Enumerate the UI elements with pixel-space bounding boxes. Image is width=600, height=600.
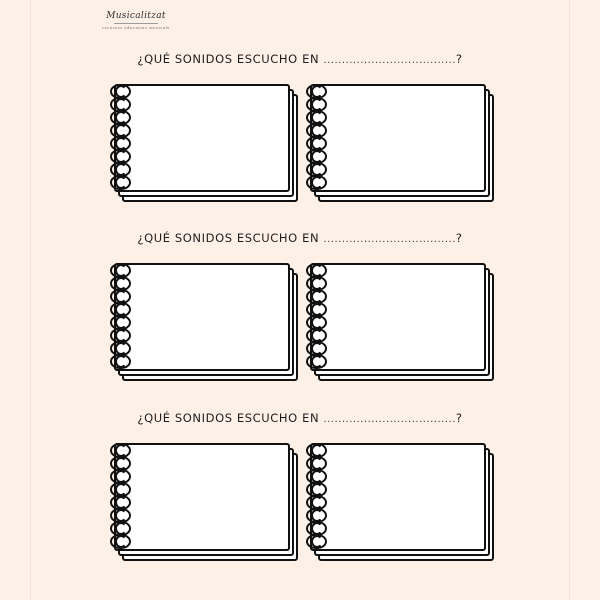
prompt-3-qmark: ? [455,411,463,425]
prompt-1-qmark: ? [455,52,463,66]
notepad-1-left [114,84,298,202]
spiral-binding-icon [110,441,144,557]
brand-logo [96,12,176,46]
prompt-2 [0,231,600,245]
prompt-2-question: ¿QUÉ SONIDOS ESCUCHO EN [137,231,320,245]
spiral-binding-icon [306,261,340,377]
spiral-binding-icon [110,82,144,198]
notepad-3-right [310,443,494,561]
prompt-3-dots: .................................... [323,414,456,425]
prompt-3 [0,411,600,425]
brand-divider [114,23,158,24]
notepad-1-right [310,84,494,202]
prompt-2-dots: .................................... [323,234,456,245]
notepad-2-right [310,263,494,381]
spiral-binding-icon [306,441,340,557]
prompt-1 [0,52,600,66]
prompt-1-dots: .................................... [323,55,456,66]
brand-tagline: recursos educatius musicals [102,26,170,31]
brand-name: Musicalitzat [106,11,166,21]
prompt-3-question: ¿QUÉ SONIDOS ESCUCHO EN [137,411,320,425]
page-edge-right [569,0,570,600]
prompt-2-qmark: ? [455,231,463,245]
spiral-binding-icon [306,82,340,198]
notepad-2-left [114,263,298,381]
prompt-1-question: ¿QUÉ SONIDOS ESCUCHO EN [137,52,320,66]
spiral-binding-icon [110,261,144,377]
notepad-3-left [114,443,298,561]
page-edge-left [30,0,31,600]
